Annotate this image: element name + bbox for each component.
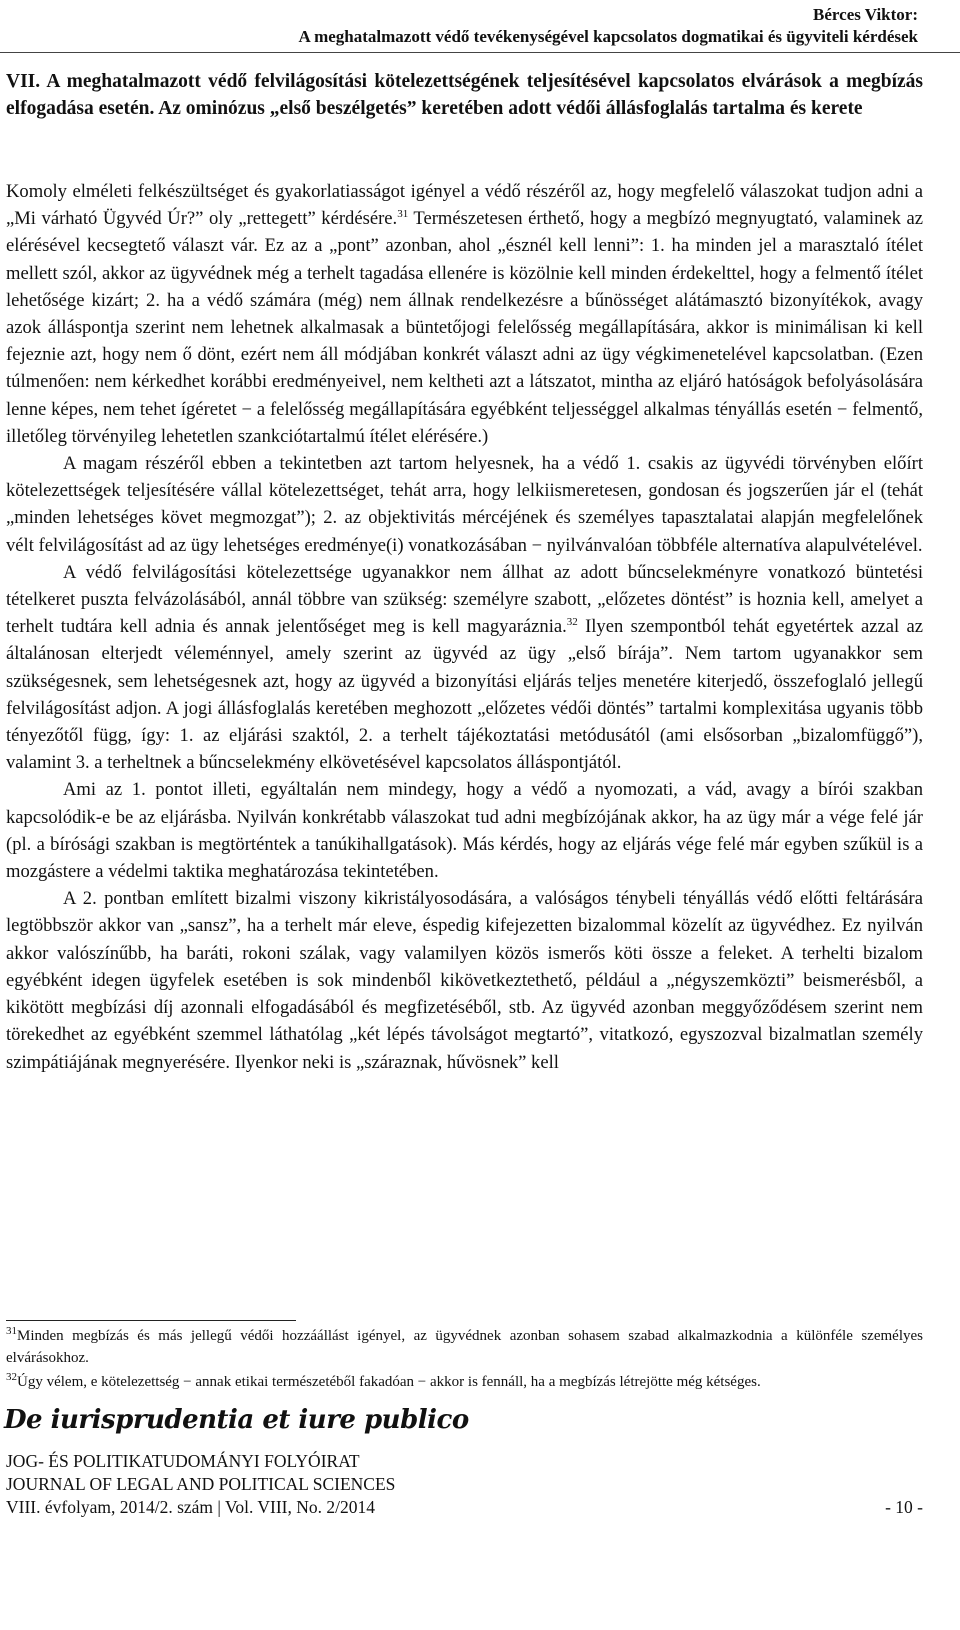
journal-name-en: JOURNAL OF LEGAL AND POLITICAL SCIENCES [6, 1474, 396, 1494]
footnote-text: Minden megbízás és más jellegű védői hozzáállást igényel, az ügyvédnek azonban sohasem szabad alkalmazkodnia a különféle személyes elvárásokhoz. [6, 1328, 923, 1366]
paragraph-1 [6, 178, 923, 450]
footnote-ref-31[interactable]: 31 [397, 208, 409, 221]
footnote-number: 31 [6, 1325, 17, 1337]
journal-logo: De iurisprudentia et iure publico [4, 1405, 469, 1435]
paragraph-3-part-a: A védő felvilágosítási kötelezettsége ugyanakkor nem állhat az adott bűncselekményre vonatkozó büntetési tételkeret puszta felvázolásából, annál többre van szükség: személyre szabott, „előzetes döntést” is hoznia kell, amelyet a terhelt tudtára kell adnia és annak jelentőséget meg is kell magyaráznia. [6, 561, 923, 638]
footnote-31 [6, 1326, 923, 1369]
journal-name-hu: JOG- ÉS POLITIKATUDOMÁNYI FOLYÓIRAT [6, 1451, 360, 1471]
footnote-ref-32[interactable]: 32 [566, 616, 578, 629]
header-author: Bérces Viktor: [813, 5, 918, 24]
footnotes [6, 1326, 923, 1397]
header-divider [0, 52, 960, 53]
section-heading: VII. A meghatalmazott védő felvilágosítási kötelezettségének teljesítésével kapcsolatos elvárások a megbízás elfogadása esetén. Az ominózus „első beszélgetés” keretében adott védői állásfoglalás tartalma és kerete [6, 71, 923, 119]
journal-name [6, 1450, 395, 1496]
footnote-text: Úgy vélem, e kötelezettség − annak etikai természetéből fakadóan − akkor is fennáll, ha a megbízás létrejötte még kétséges. [17, 1374, 761, 1390]
paragraph-1-part-a: Komoly elméleti felkészültséget és gyakorlatiasságot igényel a védő részéről az, hogy megfelelő válaszokat tudjon adni a „Mi várható Ügyvéd Úr?” oly „rettegett” kérdésére. [6, 181, 923, 230]
paragraph-4: Ami az 1. pontot illeti, egyáltalán nem mindegy, hogy a védő a nyomozati, a vád, avagy a bírói szakban kapcsolódik-e be az eljárásba. Nyilván konkrétabb válaszokat tud adni megbízójának akkor, ha az ügy már a vége felé jár (pl. a bírósági szakban is megtörténtek a tanúkihallgatások). Más kérdés, hogy az eljárás vége felé már egyben szűkül is a mozgástere a védelmi taktika meghatározása tekintetében. [6, 779, 923, 883]
header-title: A meghatalmazott védő tevékenységével kapcsolatos dogmatikai és ügyviteli kérdések [298, 27, 918, 46]
paragraph-3 [6, 559, 923, 777]
footnote-32 [6, 1372, 923, 1394]
page-number: - 10 - [885, 1497, 923, 1517]
paragraph-5: A 2. pontban említett bizalmi viszony kikristályosodására, a valóságos ténybeli tényállás védő előtti feltárására legtöbbször akkor van „sansz”, ha a terhelt már eleve, éspedig kifejezetten bizalommal közelít az ügyvédhez. Ez nyilván akkor valószínűbb, ha baráti, rokoni szálak, vagy valamilyen közös ismerős köti össze a feleket. A terhelti bizalom egyébként idegen ügyfelek esetében is sok mindenből kikövetkeztethető, például a „négyszemközti” beismerésből, a kikötött megbízási díj azonnali elfogadásából és megfizetéséből, stb. Az ügyvéd azonban meggyőződésem szerint nem törekedhet az egyébként szemmel láthatólag „két lépés távolságot megtartó”, vitatkozó, egyszozval bizalmatlan személy szimpátiájának megnyerésére. Ilyenkor neki is „száraznak, hűvösnek” kell [6, 888, 923, 1073]
body-text [6, 178, 923, 1076]
paragraph-1-part-b: Természetesen érthető, hogy a megbízó megnyugtató, valaminek az elérésével kecsegtető választ vár. Ez az a „pont” azonban, ahol „észnél kell lenni”: 1. ha minden jel a marasztaló ítélet mellett szól, akkor az ügyvédnek még a terhelt tagadása ellenére is közölnie kell minden érdekelttel, hogy a felmentő ítélet lehetősége kizárt; 2. ha a védő számára (még) nem állnak rendelkezésre a bűnösséget alátámasztó bizonyítékok, avagy azok álláspontja szerint nem lehetnek alkalmasak a büntetőjogi felelősség megállapítására, akkor is minimálisan ki kell fejeznie azt, hogy nem ő dönt, ezért nem áll módjában konkrét választ adni az ügy végkimenetelével kapcsolatban. (Ezen túlmenően: nem kérkedhet korábbi eredményeivel, nem keltheti azt a látszatot, mintha az eljáró hatóságok befolyásolására lenne képes, nem tehet ígéretet − a felelősség megállapítására egyébként teljességgel alkalmas tényállás esetén − felmentő, illetőleg törvényileg lehetetlen szankciótartalmú ítélet elérésére.) [6, 208, 924, 447]
running-header [299, 4, 919, 48]
paragraph-3-part-b: Ilyen szempontból tehát egyetértek azzal az általánosan elterjedt véleménnyel, amely szerint az ügyvéd az ügy „első bírája”. Nem tartom ugyanakkor sem szükségesnek, sem lehetségesnek azt, hogy az ügyvéd a bizonyítási eljárás teljes menetére kiterjedő, összefoglaló jellegű felvilágosítást adjon. A jogi állásfoglalás keretében meghozott „előzetes védői döntés” tartalmi komplexitása ugyanis több tényezőtől függ, így: 1. az eljárási szaktól, 2. a terhelt tájékoztatási metódusától (ami elsősorban „bizalomfüggő”), valamint 3. a terheltnek a bűncselekmény elkövetésével kapcsolatos álláspontjától. [6, 616, 923, 774]
issue-info: VIII. évfolyam, 2014/2. szám | Vol. VIII, No. 2/2014 [6, 1497, 376, 1517]
paragraph-2: A magam részéről ebben a tekintetben azt tartom helyesnek, ha a védő 1. csakis az ügyvédi törvényben előírt kötelezettségek teljesítésére vállal kötelezettséget, tehát arra, hogy lelkiismeretesen, gondosan és jogszerűen jár el (tehát „minden lehetséges követ megmozgat”); 2. az objektivitás mércéjének és személyes tapasztalatai alapján megfelelőnek vélt felvilágosítást ad az ügy lehetséges eredménye(i) vonatkozásában − nyilvánvalóan többféle alternatíva alapulvételével. [6, 453, 923, 556]
footnote-number: 32 [6, 1371, 17, 1383]
footnote-divider [6, 1320, 296, 1321]
